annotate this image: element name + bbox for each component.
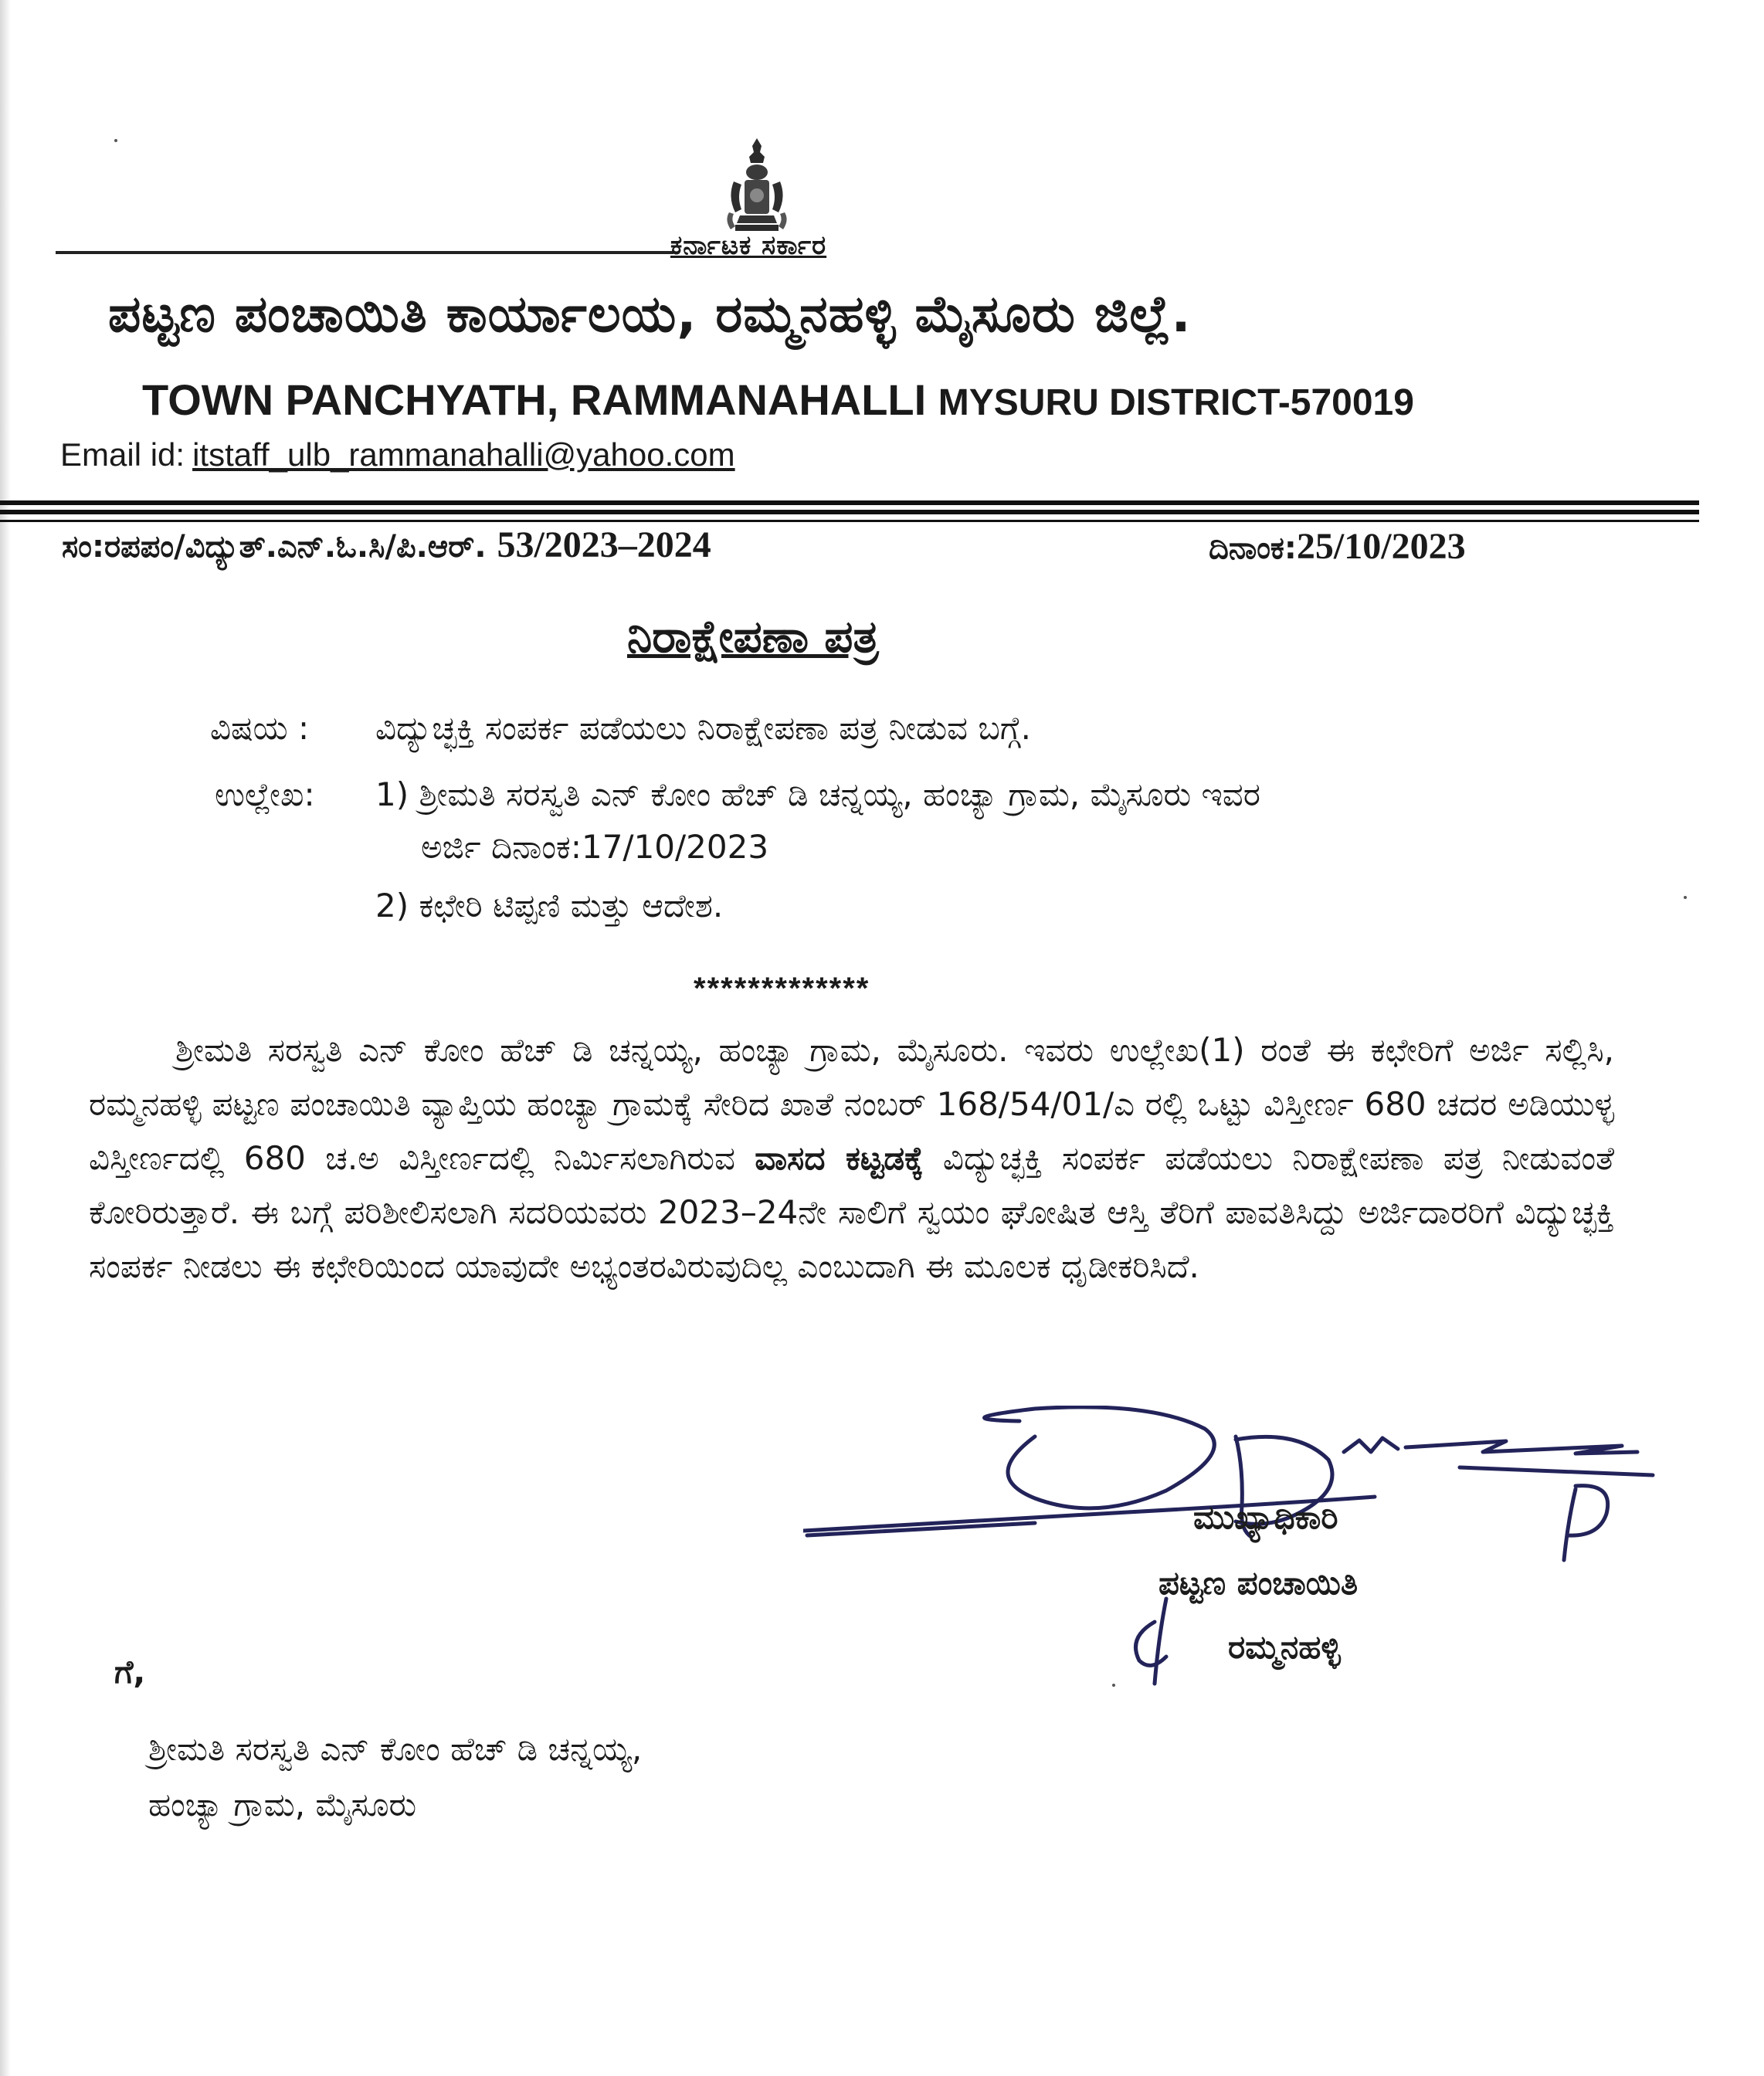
office-name-english-main: TOWN PANCHYATH, RAMMANAHALLI	[142, 375, 927, 424]
scan-edge-shadow	[0, 0, 11, 2076]
signatory-office: ಪಟ್ಟಣ ಪಂಚಾಯಿತಿ	[1158, 1564, 1359, 1602]
email-address: itstaff_ulb_rammanahalli@yahoo.com	[192, 436, 735, 473]
scan-speck	[1112, 1684, 1115, 1687]
letter-date	[1209, 525, 1466, 568]
separator: *************	[694, 972, 870, 1006]
signatory-place: ರಮ್ಮನಹಳ್ಳಿ	[1228, 1628, 1341, 1666]
header-rule	[0, 510, 1699, 514]
government-name: ಕರ್ನಾಟಕ ಸರ್ಕಾರ	[670, 230, 827, 261]
reference-prefix: ಸಂ:ರಪಪಂ/ವಿದ್ಯುತ್.ಎನ್.ಓ.ಸಿ/ಪಿ.ಆರ್.	[62, 529, 487, 565]
header-top-rule	[56, 251, 673, 254]
references-label: ಉಲ್ಲೇಖ:	[215, 775, 315, 813]
scan-speck	[1684, 896, 1687, 899]
body-text-bold: ವಾಸದ ಕಟ್ಟಡಕ್ಕೆ	[755, 1139, 924, 1177]
scan-speck	[114, 139, 117, 142]
header-rule	[0, 520, 1699, 522]
subject-label: ವಿಷಯ :	[210, 709, 310, 747]
office-name-kannada: ಪಟ್ಟಣ ಪಂಚಾಯಿತಿ ಕಾರ್ಯಾಲಯ, ರಮ್ಮನಹಳ್ಳಿ ಮೈಸೂರು ಜಿಲ್ಲೆ.	[108, 284, 1192, 344]
recipient-line-2: ಹಂಚ್ಯಾ ಗ್ರಾಮ, ಮೈಸೂರು	[148, 1786, 417, 1823]
signatory-title: ಮುಖ್ಯಾಧಿಕಾರಿ	[1193, 1498, 1338, 1536]
email-label: Email id:	[60, 436, 185, 473]
body-paragraph	[89, 1023, 1614, 1294]
reference-item-1-continued: ಅರ್ಜಿ ದಿನಾಂಕ:17/10/2023	[421, 828, 769, 866]
office-district: MYSURU DISTRICT-570019	[938, 382, 1414, 423]
date-value: 25/10/2023	[1296, 526, 1466, 567]
state-emblem-icon	[718, 135, 795, 239]
reference-number	[62, 524, 711, 566]
recipient-to-label: ಗೆ,	[114, 1653, 146, 1691]
reference-item-2: 2) ಕಛೇರಿ ಟಿಪ್ಪಣಿ ಮತ್ತು ಆದೇಶ.	[375, 887, 724, 924]
body-text-part2: ವಿದ್ಯುಚ್ಛಕ್ತಿ ಸಂಪರ್ಕ ಪಡೆಯಲು ನಿರಾಕ್ಷೇಪಣಾ ಪತ್ರ ನೀಡುವಂತೆ ಕೋರಿರುತ್ತಾರೆ. ಈ ಬಗ್ಗೆ ಪರಿಶೀಲಿಸಲಾಗಿ ಸದರಿಯವರು 2023–24ನೇ ಸಾಲಿಗೆ ಸ್ವಯಂ ಘೋಷಿತ ಆಸ್ತಿ ತೆರಿಗೆ ಪಾವತಿಸಿದ್ದು ಅರ್ಜಿದಾರರಿಗೆ ವಿದ್ಯುಚ್ಛಕ್ತಿ ಸಂಪರ್ಕ ನೀಡಲು ಈ ಕಛೇರಿಯಿಂದ ಯಾವುದೇ ಅಭ್ಯಂತರವಿರುವುದಿಲ್ಲ ಎಂಬುದಾಗಿ ಈ ಮೂಲಕ ಧೃಡೀಕರಿಸಿದೆ.	[89, 1139, 1614, 1285]
body-text-part1: ಶ್ರೀಮತಿ ಸರಸ್ವತಿ ಎನ್ ಕೋಂ ಹೆಚ್ ಡಿ ಚನ್ನಯ್ಯ, ಹಂಚ್ಯಾ ಗ್ರಾಮ, ಮೈಸೂರು. ಇವರು ಉಲ್ಲೇಖ(1) ರಂತೆ ಈ ಕಛೇರಿಗೆ ಅರ್ಜಿ ಸಲ್ಲಿಸಿ, ರಮ್ಮನಹಳ್ಳಿ ಪಟ್ಟಣ ಪಂಚಾಯಿತಿ ವ್ಯಾಪ್ತಿಯ ಹಂಚ್ಯಾ ಗ್ರಾಮಕ್ಕೆ ಸೇರಿದ ಖಾತೆ ನಂಬರ್ 168/54/01/ಎ ರಲ್ಲಿ ಒಟ್ಟು ವಿಸ್ತೀರ್ಣ 680 ಚದರ ಅಡಿಯುಳ್ಳ ವಿಸ್ತೀರ್ಣದಲ್ಲಿ 680 ಚ.ಅ ವಿಸ್ತೀರ್ಣದಲ್ಲಿ ನಿರ್ಮಿಸಲಾಗಿರುವ	[89, 1031, 1614, 1177]
email-row	[60, 436, 735, 473]
header-rule	[0, 500, 1699, 505]
recipient-line-1: ಶ್ರೀಮತಿ ಸರಸ್ವತಿ ಎನ್ ಕೋಂ ಹೆಚ್ ಡಿ ಚನ್ನಯ್ಯ,	[148, 1730, 643, 1768]
subject-text: ವಿದ್ಯುಚ್ಛಕ್ತಿ ಸಂಪರ್ಕ ಪಡೆಯಲು ನಿರಾಕ್ಷೇಪಣಾ ಪತ್ರ ನೀಡುವ ಬಗ್ಗೆ.	[375, 709, 1031, 747]
reference-item-1: 1) ಶ್ರೀಮತಿ ಸರಸ್ವತಿ ಎನ್ ಕೋಂ ಹೆಚ್ ಡಿ ಚನ್ನಯ್ಯ, ಹಂಚ್ಯಾ ಗ್ರಾಮ, ಮೈಸೂರು ಇವರ	[375, 775, 1260, 813]
office-name-english	[142, 375, 1414, 425]
date-label: ದಿನಾಂಕ:	[1209, 531, 1297, 566]
document-title: ನಿರಾಕ್ಷೇಪಣಾ ಪತ್ರ	[627, 610, 879, 663]
reference-value: 53/2023–2024	[497, 524, 711, 565]
